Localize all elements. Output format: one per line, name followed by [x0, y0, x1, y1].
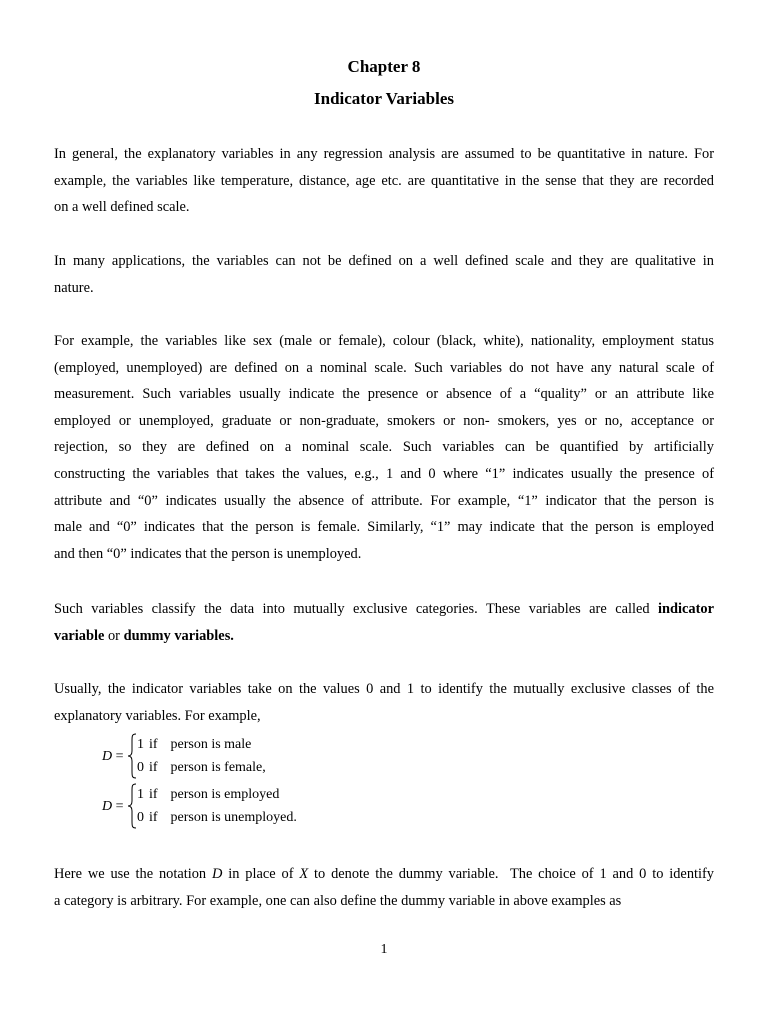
paragraph-line: and then “0” indicates that the person is unemployed.: [54, 545, 362, 562]
left-brace-icon: [127, 783, 137, 829]
term-variable: variable: [54, 627, 105, 644]
paragraph-line: Usually, the indicator variables take on the values 0 and 1 to identify the mutually exclusive classes of the: [54, 681, 714, 697]
paragraph-line: rejection, so they are defined on a nominal scale. Such variables can be quantified by artificially: [54, 439, 714, 456]
equation-case: 0 if person is female,: [137, 760, 266, 775]
term-dummy-variables: dummy variables.: [123, 627, 234, 644]
paragraph-text: Such variables classify the data into mutually exclusive categories. These variables are called: [54, 601, 650, 617]
paragraph-6: [54, 861, 714, 914]
equation-case: 1 if person is employed: [137, 787, 280, 802]
paragraph-4: [54, 596, 714, 649]
paragraph-line: [54, 623, 714, 650]
paragraph-line: (employed, unemployed) are defined on a nominal scale. Such variables do not have any natural scale of: [54, 359, 714, 376]
term-indicator: indicator: [658, 601, 714, 617]
left-brace-icon: [127, 733, 137, 779]
chapter-title: Indicator Variables: [314, 89, 454, 108]
paragraph-line: male and “0” indicates that the person is female. Similarly, “1” may indicate that the person is employed: [54, 519, 714, 536]
paragraph-line: In many applications, the variables can not be defined on a well defined scale and they are qualitative in: [54, 253, 714, 269]
chapter-heading: Chapter 8: [347, 57, 421, 76]
paragraph-line: [54, 596, 714, 623]
equation-case: 1 if person is male: [137, 737, 252, 752]
paragraph-3: [54, 328, 714, 567]
equation-lhs: D =: [102, 749, 124, 764]
paragraph-line: employed or unemployed, graduate or non-graduate, smokers or non- smokers, yes or no, acceptance or: [54, 412, 714, 429]
paragraph-line: on a well defined scale.: [54, 199, 190, 216]
paragraph-line: a category is arbitrary. For example, one can also define the dummy variable in above examples as: [54, 892, 622, 909]
paragraph-line: attribute and “0” indicates usually the absence of attribute. For example, “1” indicator that the person is: [54, 492, 714, 509]
equation-lhs: D =: [102, 799, 124, 814]
paragraph-line: Here we use the notation D in place of X to denote the dummy variable. The choice of 1 and 0 to identify: [54, 866, 715, 882]
paragraph-line: In general, the explanatory variables in any regression analysis are assumed to be quantitative in nature. For: [54, 146, 714, 162]
paragraph-line: measurement. Such variables usually indicate the presence or absence of a “quality” or an attribute like: [54, 386, 714, 403]
paragraph-line: example, the variables like temperature, distance, age etc. are quantitative in the sense that they are recorded: [54, 172, 714, 189]
equation-cases: [137, 783, 297, 829]
paragraph-1: [54, 141, 714, 221]
symbol-d: D: [211, 866, 223, 882]
page-number: 1: [380, 942, 388, 957]
symbol-x: X: [299, 866, 309, 882]
paragraph-line: constructing the variables that takes the values, e.g., 1 and 0 where “1” indicates usually the presence of: [54, 465, 714, 482]
equation-cases: [137, 733, 266, 779]
paragraph-line: For example, the variables like sex (male or female), colour (black, white), nationality, employment status: [54, 333, 714, 349]
paragraph-5: [54, 676, 714, 729]
paragraph-2: [54, 248, 714, 301]
paragraph-text: or: [104, 627, 124, 644]
equation-case: 0 if person is unemployed.: [137, 810, 297, 825]
paragraph-line: nature.: [54, 279, 94, 296]
paragraph-line: explanatory variables. For example,: [54, 707, 261, 724]
